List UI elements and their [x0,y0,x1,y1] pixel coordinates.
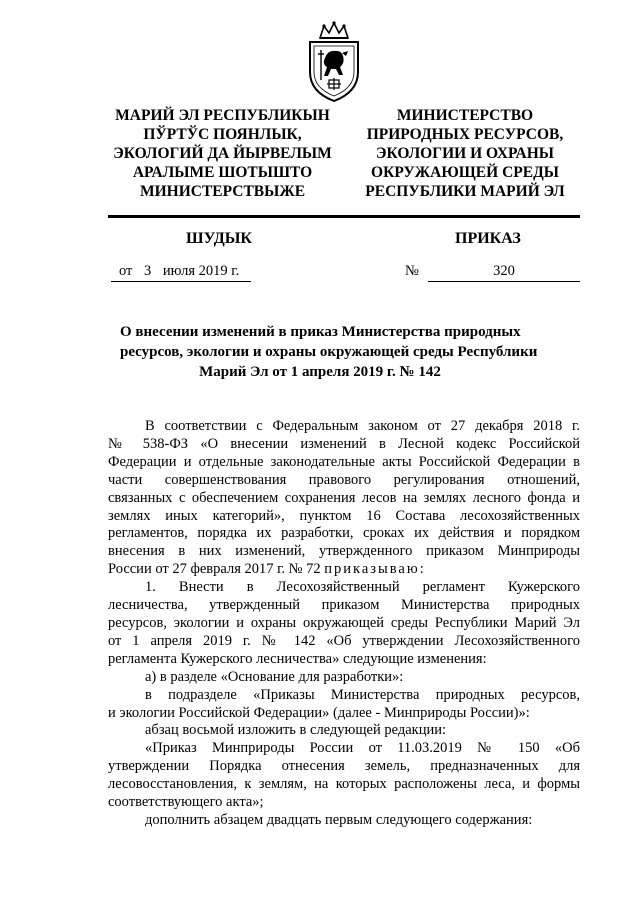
document-title [120,322,538,382]
body-line [108,561,580,579]
body-line: внесения в них изменений, утвержденного приказом Минприроды [108,543,580,560]
body-line: в подразделе «Приказы Министерства природных ресурсов, [145,686,580,703]
title-line: ресурсов, экологии и охраны окружающей среды Республики [120,344,538,360]
header-left-line: МИНИСТЕРСТВЫЖЕ [139,183,306,200]
body-line: ресурсов, экологии и охраны окружающей среды Республики Марий Эл [108,614,580,631]
header-right-line: МИНИСТЕРСТВО [396,107,534,124]
header-left-block [95,106,350,201]
title-line: Марий Эл от 1 апреля 2019 г. № 142 [199,364,441,380]
body-line: регламента Кужерского лесничества» следующие изменения: [108,650,487,667]
body-line: В соответствии с Федеральным законом от 27 декабря 2018 г. [145,418,580,434]
order-word: приказываю: [324,561,426,578]
body-line: № 538-ФЗ «О внесении изменений в Лесной кодекс Российской [108,435,580,452]
document-body [108,418,580,830]
number-sign: № [405,263,419,279]
body-line: связанных с обеспечением сохранения лесов на землях лесного фонда и [108,489,580,506]
body-line: от 1 апреля 2019 г. № 142 «Об утверждении Лесохозяйственного [108,632,580,649]
paragraph-subitem-a: а) в разделе «Основание для разработки»: [145,668,404,685]
body-line: лесничества, утвержденный приказом Министерства природных [108,597,580,614]
body-line: соответствующего акта»; [108,794,264,811]
header-right-line: ЭКОЛОГИИ И ОХРАНЫ [375,145,555,162]
coat-of-arms-emblem [298,20,370,104]
body-line: Федерации и отдельные законодательные акты Российской Федерации в [108,453,580,470]
header-right-block [355,106,575,201]
date-month-year: июля 2019 г. [162,263,240,279]
header-right-line: ОКРУЖАЮЩЕЙ СРЕДЫ [371,164,559,181]
header-right-line: РЕСПУБЛИКИ МАРИЙ ЭЛ [365,183,565,200]
paragraph-preamble [108,418,580,579]
paragraph-quote [108,740,580,812]
body-line: утверждении Порядка отнесения земель, предназначенных для [108,758,580,775]
body-line: регламентов, порядка их разработки, сроках их действия и порядком [108,525,580,542]
body-line: части совершенствования правового регулирования отношений, [108,471,580,488]
order-number: 320 [428,263,580,282]
order-date [111,263,251,282]
body-line: 1. Внести в Лесохозяйственный регламент Кужерского [145,579,580,596]
header-left-line: МАРИЙ ЭЛ РЕСПУБЛИКЫН [115,107,330,124]
body-line: «Приказ Минприроды России от 11.03.2019 № 150 «Об [145,740,580,757]
header-left-line: ЭКОЛОГИЙ ДА ЙЫРВЕЛЫМ [113,145,332,162]
paragraph-subsection [108,687,580,723]
body-line: землях иных категорий», пунктом 16 Состава лесохозяйственных [108,507,580,524]
paragraph-add: дополнить абзацем двадцать первым следующего содержания: [145,811,533,828]
paragraph-item-1 [108,579,580,669]
header-left-line: ПЎРТЎС ПОЯНЛЫК, [143,126,302,143]
date-day: 3 [144,263,152,279]
doc-type-left: ШУДЫК [186,230,253,247]
paragraph-eighth: абзац восьмой изложить в следующей редакции: [145,722,447,739]
date-prefix: от [119,263,133,279]
body-line: лесовосстановления, к землям, на которых расположены леса, и формы [108,776,580,793]
body-line: и экологии Российской Федерации» (далее - Минприроды России)»: [108,704,530,721]
header-right-line: ПРИРОДНЫХ РЕСУРСОВ, [366,126,564,143]
header-divider [108,215,580,218]
title-line: О внесении изменений в приказ Министерства природных [120,324,521,340]
header-left-line: АРАЛЫМЕ ШОТЫШТО [132,164,313,181]
preamble-end: России от 27 февраля 2017 г. № 72 [108,561,325,578]
doc-type-right: ПРИКАЗ [455,230,521,247]
